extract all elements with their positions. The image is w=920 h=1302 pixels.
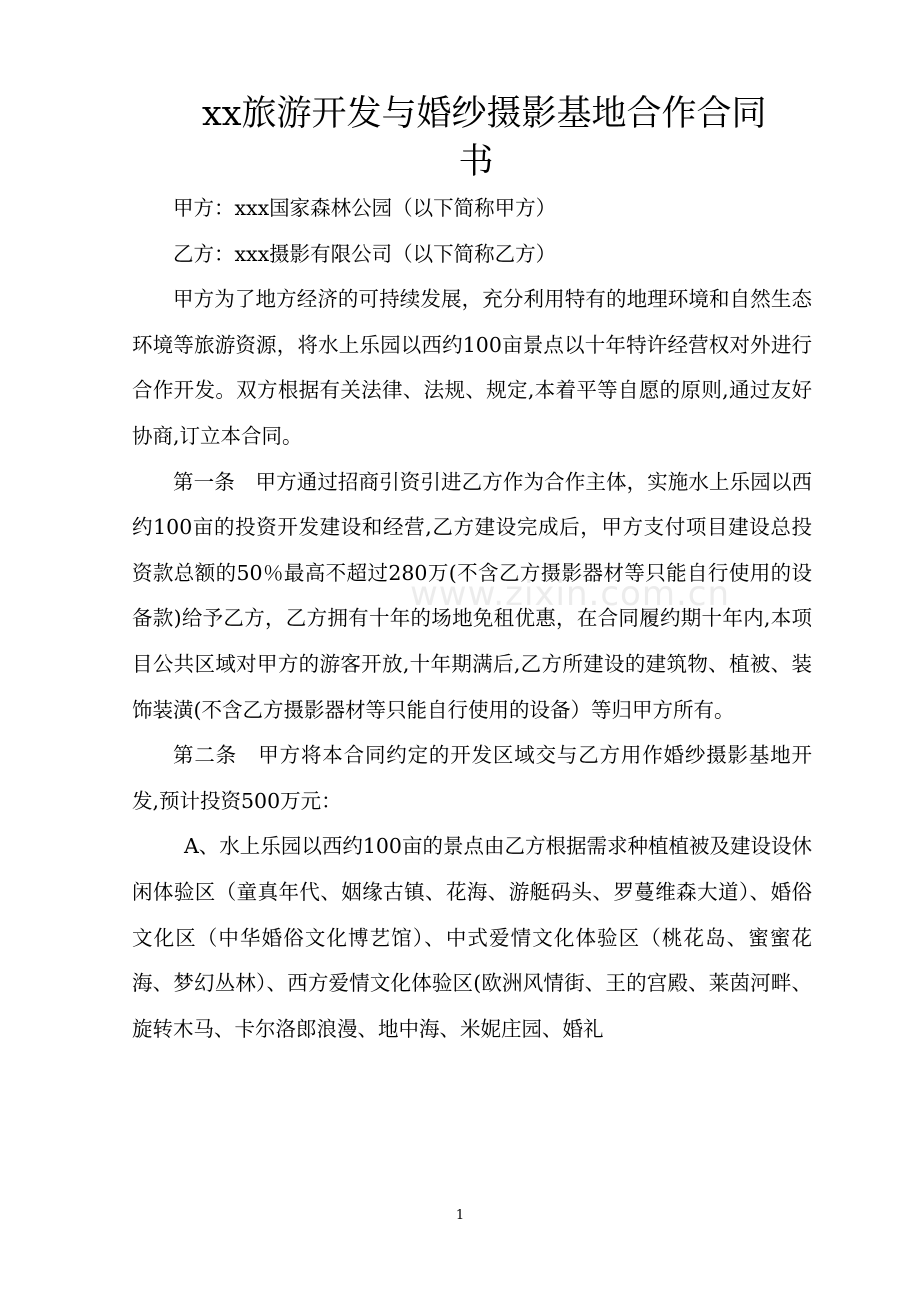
title-line-2: 书 xyxy=(458,142,494,182)
party-a-line: 甲方：xxx国家森林公园（以下简称甲方） xyxy=(173,196,557,220)
title-line-1: xx旅游开发与婚纱摄影基地合作合同 xyxy=(202,94,767,134)
document-title xyxy=(132,90,820,186)
watermark: www.zixin.com.cn xyxy=(410,574,730,614)
item-a-paragraph: A、水上乐园以西约100亩的景点由乙方根据需求种植植被及建设设休闲体验区（童真年代、姻缘古镇、花海、游艇码头、罗蔓维森大道）、婚俗文化区（中华婚俗文化博艺馆）、中式爱情文化体验区（桃花岛、蜜蜜花海、梦幻丛林）、西方爱情文化体验区(欧洲风情街、王的宫殿、莱茵河畔、旋转木马、卡尔洛郎浪漫、地中海、米妮庄园、婚礼 xyxy=(132,834,812,1041)
document-body xyxy=(132,186,812,1052)
article-1-paragraph: 第一条 甲方通过招商引资引进乙方作为合作主体，实施水上乐园以西约100亩的投资开发建设和经营,乙方建设完成后，甲方支付项目建设总投资款总额的50％最高不超过280万(不含乙方摄影器材等只能自行使用的设备款)给予乙方，乙方拥有十年的场地免租优惠，在合同履约期十年内,本项目公共区域对甲方的游客开放,十年期满后,乙方所建设的建筑物、植被、装饰装潢(不含乙方摄影器材等只能自行使用的设备）等归甲方所有。 xyxy=(132,469,812,722)
page-number: 1 xyxy=(455,1208,465,1223)
article-2-paragraph: 第二条 甲方将本合同约定的开发区域交与乙方用作婚纱摄影基地开发,预计投资500万元： xyxy=(132,743,812,813)
intro-paragraph: 甲方为了地方经济的可持续发展，充分利用特有的地理环境和自然生态环境等旅游资源，将水上乐园以西约100亩景点以十年特许经营权对外进行合作开发。双方根据有关法律、法规、规定,本着平等自愿的原则,通过友好协商,订立本合同。 xyxy=(132,287,812,448)
party-b-line: 乙方：xxx摄影有限公司（以下简称乙方） xyxy=(173,241,557,266)
